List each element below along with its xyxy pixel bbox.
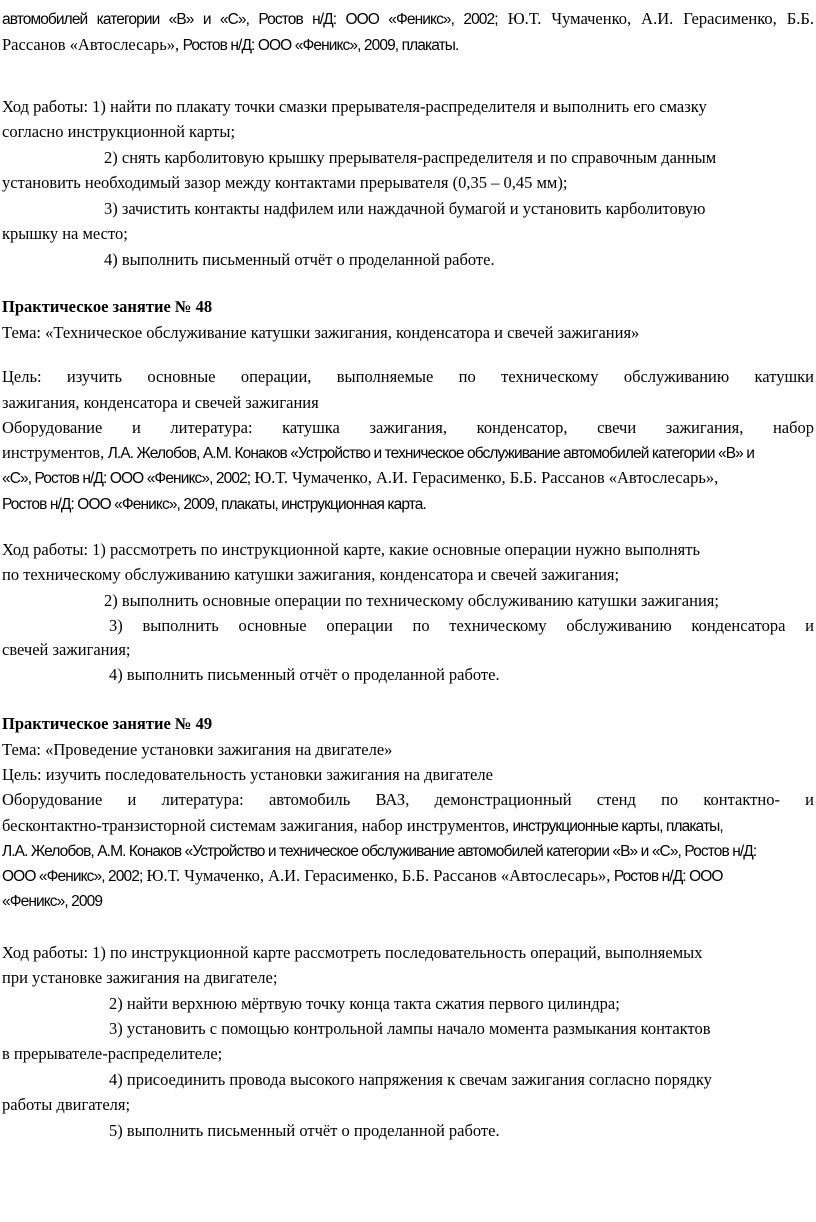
work-steps-line: работы двигателя; [2, 1095, 131, 1114]
work-steps-line: согласно инструкционной карты; [2, 122, 236, 141]
work-steps-line: свечей зажигания; [2, 640, 131, 659]
work-steps-line: 2) найти верхнюю мёртвую точку конца такта сжатия первого цилиндра; [109, 994, 620, 1013]
lesson-48-equipment: инструментов, Л.А. Желобов, А.М. Конаков «Устройство и техническое обслуживание автомобилей категории «В» и [2, 443, 755, 462]
lesson-49-equipment: ООО «Феникс», 2002; Ю.Т. Чумаченко, А.И. Герасименко, Б.Б. Рассанов «Автослесарь», Ростов н/Д: ООО [2, 866, 723, 885]
lesson-49-equipment: бесконтактно-транзисторной системам зажигания, набор инструментов, инструкционные карты, плакаты, [2, 816, 723, 835]
work-steps-line: по техническому обслуживанию катушки зажигания, конденсатора и свечей зажигания; [2, 565, 620, 584]
lesson-49-heading: Практическое занятие № 49 [2, 714, 213, 733]
work-steps-line: 3) установить с помощью контрольной лампы начало момента размыкания контактов [109, 1019, 711, 1038]
lesson-49-goal: Цель: изучить последовательность установки зажигания на двигателе [2, 765, 493, 784]
work-steps-line: 4) выполнить письменный отчёт о проделанной работе. [109, 665, 500, 684]
lesson-48-equipment: «С», Ростов н/Д: ООО «Феникс», 2002; Ю.Т. Чумаченко, А.И. Герасименко, Б.Б. Рассанов «Автослесарь», [2, 468, 719, 487]
lesson-48-equipment: Оборудование и литература: катушка зажигания, конденсатор, свечи зажигания, набор [2, 418, 814, 437]
lesson-48-goal: Цель: изучить основные операции, выполняемые по техническому обслуживанию катушки [2, 367, 814, 386]
work-steps-line: при установке зажигания на двигателе; [2, 968, 278, 987]
work-steps-line: 4) выполнить письменный отчёт о проделанной работе. [104, 250, 495, 269]
work-steps-line: установить необходимый зазор между контактами прерывателя (0,35 – 0,45 мм); [2, 173, 568, 192]
lesson-48-theme: Тема: «Техническое обслуживание катушки зажигания, конденсатора и свечей зажигания» [2, 323, 640, 342]
lesson-48-goal: зажигания, конденсатора и свечей зажигания [2, 393, 319, 412]
reference-continued-line-2: Рассанов «Автослесарь», Ростов н/Д: ООО «Феникс», 2009, плакаты. [2, 35, 459, 54]
work-steps-line: 3) выполнить основные операции по техническому обслуживанию конденсатора и [109, 616, 814, 635]
lesson-49-theme: Тема: «Проведение установки зажигания на двигателе» [2, 740, 393, 759]
lesson-49-equipment: «Феникс», 2009 [2, 893, 103, 910]
work-steps-line: 3) зачистить контакты надфилем или наждачной бумагой и установить карболитовую [104, 199, 706, 218]
lesson-48-heading: Практическое занятие № 48 [2, 297, 213, 316]
lesson-49-equipment: Л.А. Желобов, А.М. Конаков «Устройство и техническое обслуживание автомобилей категории «В» и «С», Ростов н/Д: [2, 843, 757, 860]
work-steps-line: Ход работы: 1) найти по плакату точки смазки прерывателя-распределителя и выполнить его смазку [2, 97, 707, 116]
reference-continued-line-1: автомобилей категории «В» и «С», Ростов н/Д: ООО «Феникс», 2002; Ю.Т. Чумаченко, А.И. Герасименко, Б.Б. [2, 9, 814, 28]
work-steps-line: Ход работы: 1) рассмотреть по инструкционной карте, какие основные операции нужно выполнять [2, 540, 700, 559]
lesson-49-equipment: Оборудование и литература: автомобиль ВАЗ, демонстрационный стенд по контактно- и [2, 790, 814, 809]
lesson-48-equipment: Ростов н/Д: ООО «Феникс», 2009, плакаты, инструкционная карта. [2, 496, 426, 513]
work-steps-line: Ход работы: 1) по инструкционной карте рассмотреть последовательность операций, выполняемых [2, 943, 703, 962]
work-steps-line: 2) выполнить основные операции по техническому обслуживанию катушки зажигания; [104, 591, 719, 610]
work-steps-line: 5) выполнить письменный отчёт о проделанной работе. [109, 1121, 500, 1140]
work-steps-line: крышку на место; [2, 224, 128, 243]
work-steps-line: в прерывателе-распределителе; [2, 1044, 223, 1063]
work-steps-line: 2) снять карболитовую крышку прерывателя-распределителя и по справочным данным [104, 148, 717, 167]
work-steps-line: 4) присоединить провода высокого напряжения к свечам зажигания согласно порядку [109, 1070, 712, 1089]
